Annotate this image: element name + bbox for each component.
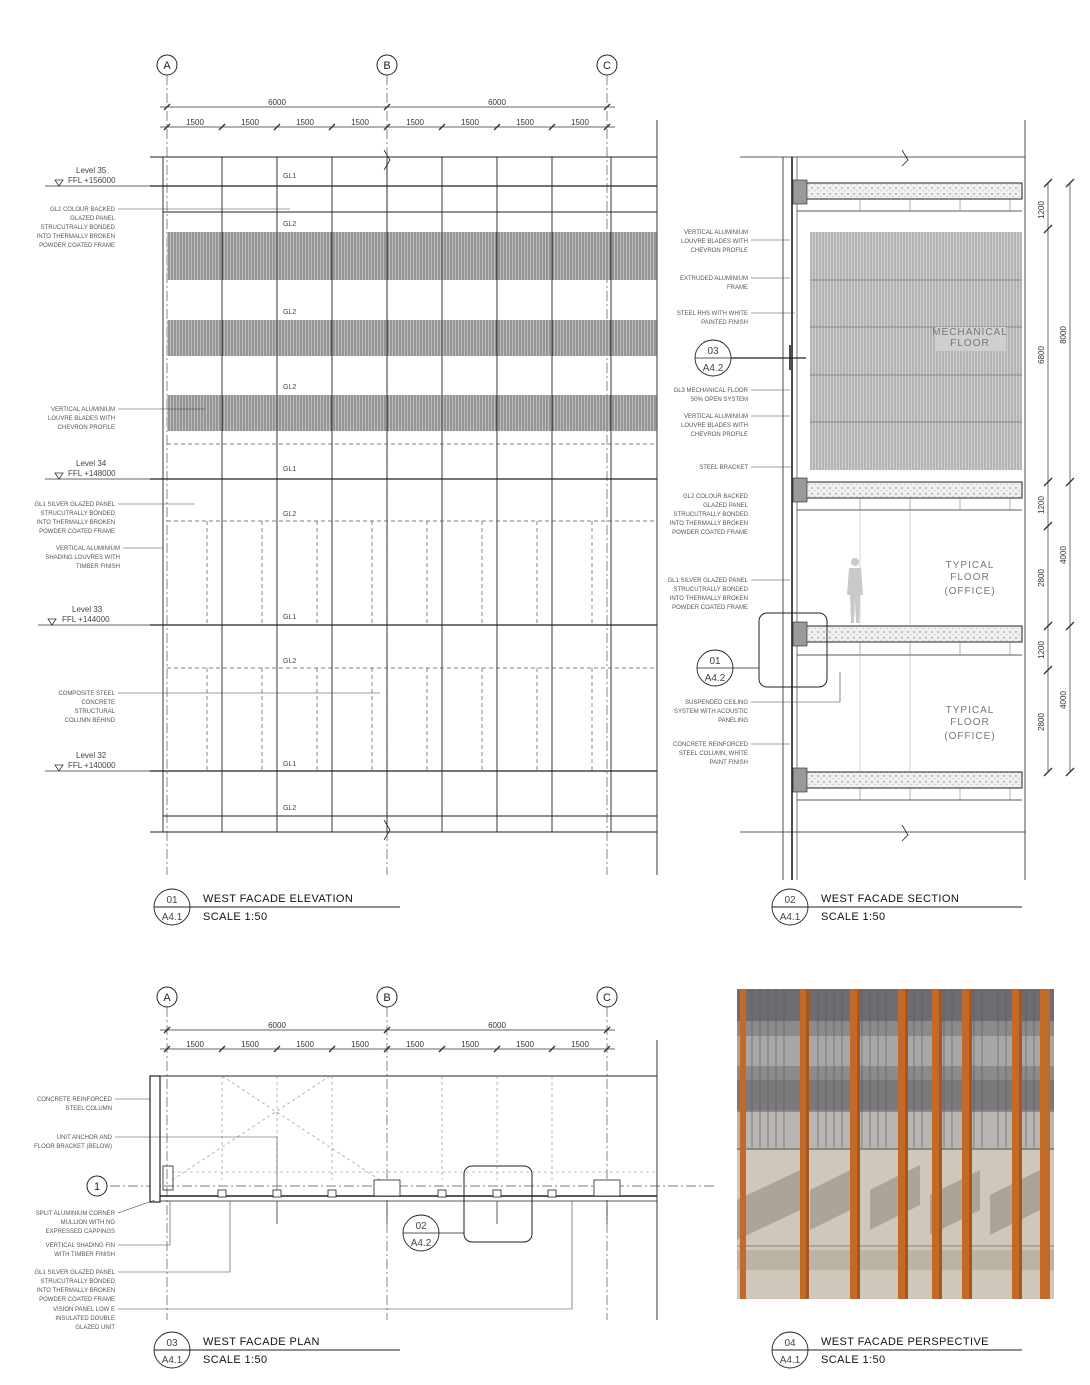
svg-text:1500: 1500 — [296, 118, 314, 127]
svg-text:INTO THERMALLY BROKEN: INTO THERMALLY BROKEN — [36, 234, 115, 240]
plan-note-column — [37, 1097, 150, 1112]
svg-text:INTO THERMALLY BROKEN: INTO THERMALLY BROKEN — [36, 1288, 115, 1294]
svg-text:2800: 2800 — [1037, 713, 1046, 731]
svg-text:1500: 1500 — [461, 1040, 479, 1049]
louvre-band — [167, 232, 657, 280]
title-block-perspective — [772, 1332, 1022, 1368]
svg-text:LOUVRE BLADES WITH: LOUVRE BLADES WITH — [680, 239, 748, 245]
svg-text:1500: 1500 — [186, 1040, 204, 1049]
svg-text:GL2 COLOUR BACKED: GL2 COLOUR BACKED — [682, 494, 748, 500]
svg-text:SUSPENDED CEILING: SUSPENDED CEILING — [684, 700, 748, 706]
svg-text:GL2: GL2 — [283, 384, 297, 391]
section-note-column — [673, 742, 790, 766]
svg-text:04: 04 — [784, 1338, 796, 1349]
plan-drawing — [34, 987, 715, 1331]
elevation-slab-dashes — [167, 444, 657, 771]
svg-text:GL1 SILVER GLAZED PANEL: GL1 SILVER GLAZED PANEL — [34, 502, 115, 508]
svg-text:6000: 6000 — [488, 98, 506, 107]
svg-text:STRUCUTRALLY BONDED: STRUCUTRALLY BONDED — [40, 225, 115, 231]
plan-grid-bubble-a — [157, 987, 177, 1007]
svg-text:POWDER COATED FRAME: POWDER COATED FRAME — [39, 529, 115, 535]
svg-text:SPLIT ALUMINIUM CORNER: SPLIT ALUMINIUM CORNER — [35, 1211, 115, 1217]
svg-text:FFL +148000: FFL +148000 — [68, 469, 116, 478]
svg-text:01: 01 — [709, 656, 721, 667]
svg-text:03: 03 — [166, 1338, 178, 1349]
svg-text:1500: 1500 — [296, 1040, 314, 1049]
svg-text:GL2: GL2 — [283, 805, 297, 812]
svg-text:INTO THERMALLY BROKEN: INTO THERMALLY BROKEN — [669, 521, 748, 527]
svg-text:STEEL COLUMN, WHITE: STEEL COLUMN, WHITE — [678, 751, 748, 757]
svg-text:GLAZED PANEL: GLAZED PANEL — [70, 216, 115, 222]
svg-text:6000: 6000 — [268, 98, 286, 107]
plan-grid-bubble-b — [377, 987, 397, 1007]
svg-text:STEEL COLUMN: STEEL COLUMN — [65, 1106, 112, 1112]
svg-text:1500: 1500 — [571, 1040, 589, 1049]
svg-text:COLUMN BEHIND: COLUMN BEHIND — [64, 718, 115, 724]
svg-text:GLAZED UNIT: GLAZED UNIT — [75, 1325, 115, 1331]
plan-note-vision — [53, 1201, 572, 1331]
svg-text:STRUCUTRALLY BONDED: STRUCUTRALLY BONDED — [673, 587, 748, 593]
svg-text:B: B — [383, 60, 391, 72]
title-block-plan — [154, 1332, 400, 1368]
level-marker-34 — [45, 459, 150, 479]
svg-text:A: A — [163, 60, 171, 72]
svg-text:GL2 COLOUR BACKED: GL2 COLOUR BACKED — [49, 207, 115, 213]
svg-text:GLAZED PANEL: GLAZED PANEL — [703, 503, 748, 509]
louvre-band — [167, 320, 657, 356]
svg-text:INSULATED DOUBLE: INSULATED DOUBLE — [55, 1316, 115, 1322]
svg-text:1500: 1500 — [186, 118, 204, 127]
section-note-rhs — [677, 311, 795, 326]
svg-text:GL2: GL2 — [283, 309, 297, 316]
svg-text:GL3 MECHANICAL FLOOR: GL3 MECHANICAL FLOOR — [673, 388, 748, 394]
svg-text:EXPRESSED CAPPINGS: EXPRESSED CAPPINGS — [45, 1229, 115, 1235]
corner-column — [150, 1076, 160, 1202]
svg-text:WEST FACADE PLAN: WEST FACADE PLAN — [203, 1336, 320, 1348]
svg-text:1500: 1500 — [241, 1040, 259, 1049]
svg-text:8000: 8000 — [1059, 326, 1068, 344]
elevation-drawing — [35, 55, 657, 875]
svg-text:SCALE 1:50: SCALE 1:50 — [821, 911, 886, 923]
svg-text:STRUCUTRALLY BONDED: STRUCUTRALLY BONDED — [673, 512, 748, 518]
svg-text:STEEL BRACKET: STEEL BRACKET — [699, 465, 748, 471]
section-dimensions — [1044, 179, 1074, 776]
svg-text:Level 32: Level 32 — [76, 751, 107, 760]
svg-text:TIMBER FINISH: TIMBER FINISH — [75, 564, 120, 570]
plan-note-corner — [36, 1200, 155, 1235]
svg-text:EXTRUDED ALUMINIUM: EXTRUDED ALUMINIUM — [679, 276, 748, 282]
svg-text:POWDER COATED FRAME: POWDER COATED FRAME — [39, 1297, 115, 1303]
section-drawing — [668, 120, 1074, 880]
plan-shading-fins — [277, 1201, 607, 1224]
svg-text:03: 03 — [707, 346, 719, 357]
svg-text:02: 02 — [415, 1221, 427, 1232]
svg-text:1500: 1500 — [406, 118, 424, 127]
svg-text:A4.1: A4.1 — [161, 912, 183, 923]
svg-text:6000: 6000 — [268, 1021, 286, 1030]
svg-text:50% OPEN SYSTEM: 50% OPEN SYSTEM — [690, 397, 748, 403]
svg-text:VERTICAL ALUMINIUM: VERTICAL ALUMINIUM — [55, 546, 120, 552]
svg-text:Level 33: Level 33 — [72, 605, 103, 614]
svg-text:C: C — [603, 60, 611, 72]
svg-text:SCALE 1:50: SCALE 1:50 — [203, 1354, 268, 1366]
svg-text:STRUCUTRALLY BONDED: STRUCUTRALLY BONDED — [40, 1279, 115, 1285]
plan-mullions — [218, 1180, 620, 1197]
title-block-elevation — [154, 889, 400, 925]
svg-text:VERTICAL ALUMINIUM: VERTICAL ALUMINIUM — [683, 230, 748, 236]
svg-text:INTO THERMALLY BROKEN: INTO THERMALLY BROKEN — [669, 596, 748, 602]
svg-text:A4.2: A4.2 — [410, 1238, 432, 1249]
perspective-image — [737, 989, 1054, 1299]
svg-text:SYSTEM WITH ACOUSTIC: SYSTEM WITH ACOUSTIC — [673, 709, 748, 715]
svg-text:LOUVRE BLADES WITH: LOUVRE BLADES WITH — [680, 423, 748, 429]
plan-grid-bubble-c — [597, 987, 617, 1007]
steel-brackets — [793, 180, 807, 792]
grid-bubble-b — [377, 55, 397, 75]
section-note-frame — [680, 276, 790, 291]
svg-text:1500: 1500 — [516, 1040, 534, 1049]
svg-text:C: C — [603, 992, 611, 1004]
elevation-note-gl1 — [35, 502, 195, 535]
svg-text:A4.1: A4.1 — [779, 912, 801, 923]
svg-text:(OFFICE): (OFFICE) — [944, 586, 996, 597]
plan-facade-line — [160, 1196, 657, 1201]
svg-text:STEEL RHS WITH WHITE: STEEL RHS WITH WHITE — [676, 311, 748, 317]
svg-text:GL1: GL1 — [283, 173, 297, 180]
svg-text:6000: 6000 — [488, 1021, 506, 1030]
svg-text:CHEVRON PROFILE: CHEVRON PROFILE — [690, 432, 748, 438]
svg-text:GL1 SILVER GLAZED PANEL: GL1 SILVER GLAZED PANEL — [34, 1270, 115, 1276]
svg-text:FFL +144000: FFL +144000 — [62, 615, 110, 624]
svg-text:2800: 2800 — [1037, 569, 1046, 587]
svg-text:1500: 1500 — [571, 118, 589, 127]
svg-text:MECHANICAL: MECHANICAL — [932, 327, 1008, 338]
svg-text:TYPICAL: TYPICAL — [945, 560, 995, 571]
svg-text:GL2: GL2 — [283, 221, 297, 228]
svg-text:1500: 1500 — [351, 118, 369, 127]
svg-text:PAINT FINISH: PAINT FINISH — [709, 760, 748, 766]
svg-text:WEST FACADE SECTION: WEST FACADE SECTION — [821, 893, 960, 905]
level-marker-33 — [38, 605, 150, 625]
svg-text:PAINTED FINISH: PAINTED FINISH — [701, 320, 748, 326]
svg-text:GL1: GL1 — [283, 761, 297, 768]
svg-text:SHADING LOUVRES WITH: SHADING LOUVRES WITH — [45, 555, 120, 561]
svg-text:1200: 1200 — [1037, 201, 1046, 219]
svg-text:02: 02 — [784, 895, 796, 906]
svg-text:FLOOR BRACKET (BELOW): FLOOR BRACKET (BELOW) — [34, 1144, 112, 1150]
svg-text:WEST FACADE ELEVATION: WEST FACADE ELEVATION — [203, 893, 354, 905]
svg-text:FLOOR: FLOOR — [950, 338, 990, 349]
svg-text:1200: 1200 — [1037, 496, 1046, 514]
svg-text:(OFFICE): (OFFICE) — [944, 731, 996, 742]
section-note-gl1 — [668, 578, 790, 611]
svg-text:CHEVRON PROFILE: CHEVRON PROFILE — [57, 425, 115, 431]
svg-text:VERTICAL SHADING FIN: VERTICAL SHADING FIN — [45, 1243, 115, 1249]
svg-text:GL1 SILVER GLAZED PANEL: GL1 SILVER GLAZED PANEL — [667, 578, 748, 584]
svg-text:A4.1: A4.1 — [779, 1355, 801, 1366]
svg-text:FFL +140000: FFL +140000 — [68, 761, 116, 770]
svg-text:SCALE 1:50: SCALE 1:50 — [821, 1354, 886, 1366]
svg-text:4000: 4000 — [1059, 691, 1068, 709]
svg-text:STRUCTURAL: STRUCTURAL — [74, 709, 115, 715]
detail-callout-01[interactable] — [697, 613, 827, 687]
section-note-louvre — [681, 230, 790, 254]
svg-text:MULLION WITH NO: MULLION WITH NO — [60, 1220, 115, 1226]
section-note-gl2 — [670, 494, 749, 536]
plan-hidden-lines — [172, 1076, 657, 1180]
svg-text:Level 34: Level 34 — [76, 459, 107, 468]
svg-text:UNIT ANCHOR AND: UNIT ANCHOR AND — [56, 1135, 112, 1141]
svg-text:4000: 4000 — [1059, 546, 1068, 564]
svg-text:1200: 1200 — [1037, 641, 1046, 659]
section-note-bracket — [699, 465, 793, 471]
svg-text:WITH TIMBER FINISH: WITH TIMBER FINISH — [54, 1252, 115, 1258]
svg-text:FLOOR: FLOOR — [950, 572, 990, 583]
svg-text:TYPICAL: TYPICAL — [945, 705, 995, 716]
level-marker-32 — [45, 751, 150, 771]
svg-text:FRAME: FRAME — [727, 285, 748, 291]
svg-text:POWDER COATED FRAME: POWDER COATED FRAME — [672, 530, 748, 536]
svg-text:GL1: GL1 — [283, 614, 297, 621]
svg-text:1500: 1500 — [351, 1040, 369, 1049]
grid-bubble-1 — [87, 1176, 107, 1196]
grid-bubble-c — [597, 55, 617, 75]
svg-text:CONCRETE REINFORCED: CONCRETE REINFORCED — [672, 742, 748, 748]
svg-text:CONCRETE REINFORCED: CONCRETE REINFORCED — [36, 1097, 112, 1103]
svg-text:GL1: GL1 — [283, 466, 297, 473]
detail-callout-03[interactable] — [695, 340, 806, 376]
svg-text:LOUVRE BLADES WITH: LOUVRE BLADES WITH — [47, 416, 115, 422]
elevation-dimensions — [160, 104, 615, 130]
svg-text:A4.2: A4.2 — [704, 673, 726, 684]
grid-bubble-a — [157, 55, 177, 75]
svg-text:CONCRETE: CONCRETE — [81, 700, 115, 706]
section-note-louvre-2 — [681, 414, 790, 438]
svg-text:VISION PANEL LOW E: VISION PANEL LOW E — [52, 1307, 115, 1313]
louvre-band — [167, 395, 657, 431]
plan-grid-axes — [110, 1007, 715, 1320]
svg-text:STRUCUTRALLY BONDED: STRUCUTRALLY BONDED — [40, 511, 115, 517]
detail-callout-02[interactable] — [403, 1166, 532, 1251]
svg-text:Level 35: Level 35 — [76, 166, 107, 175]
svg-text:GL2: GL2 — [283, 511, 297, 518]
svg-text:A: A — [163, 992, 171, 1004]
level-marker-35 — [45, 166, 150, 186]
svg-text:GL2: GL2 — [283, 658, 297, 665]
svg-text:COMPOSITE STEEL: COMPOSITE STEEL — [58, 691, 115, 697]
human-scale-figure — [847, 558, 863, 623]
svg-text:POWDER COATED FRAME: POWDER COATED FRAME — [39, 243, 115, 249]
svg-text:FLOOR: FLOOR — [950, 717, 990, 728]
svg-text:1: 1 — [93, 1181, 101, 1193]
svg-text:A4.2: A4.2 — [702, 363, 724, 374]
svg-text:A4.1: A4.1 — [161, 1355, 183, 1366]
svg-text:WEST FACADE PERSPECTIVE: WEST FACADE PERSPECTIVE — [821, 1336, 989, 1348]
svg-text:1500: 1500 — [461, 118, 479, 127]
svg-text:PANELING: PANELING — [718, 718, 748, 724]
svg-text:VERTICAL ALUMINIUM: VERTICAL ALUMINIUM — [50, 407, 115, 413]
title-block-section — [772, 889, 1022, 925]
svg-text:1500: 1500 — [516, 118, 534, 127]
svg-text:6800: 6800 — [1037, 346, 1046, 364]
svg-text:SCALE 1:50: SCALE 1:50 — [203, 911, 268, 923]
svg-text:B: B — [383, 992, 391, 1004]
svg-text:POWDER COATED FRAME: POWDER COATED FRAME — [672, 605, 748, 611]
plan-dimensions — [160, 1027, 615, 1052]
svg-text:VERTICAL ALUMINIUM: VERTICAL ALUMINIUM — [683, 414, 748, 420]
svg-text:CHEVRON PROFILE: CHEVRON PROFILE — [690, 248, 748, 254]
section-note-gl3 — [674, 388, 790, 403]
svg-text:FFL +156000: FFL +156000 — [68, 176, 116, 185]
svg-text:01: 01 — [166, 895, 178, 906]
section-note-ceiling — [674, 672, 840, 724]
elevation-note-shading — [45, 546, 163, 570]
svg-text:1500: 1500 — [406, 1040, 424, 1049]
svg-text:INTO THERMALLY BROKEN: INTO THERMALLY BROKEN — [36, 520, 115, 526]
svg-text:1500: 1500 — [241, 118, 259, 127]
